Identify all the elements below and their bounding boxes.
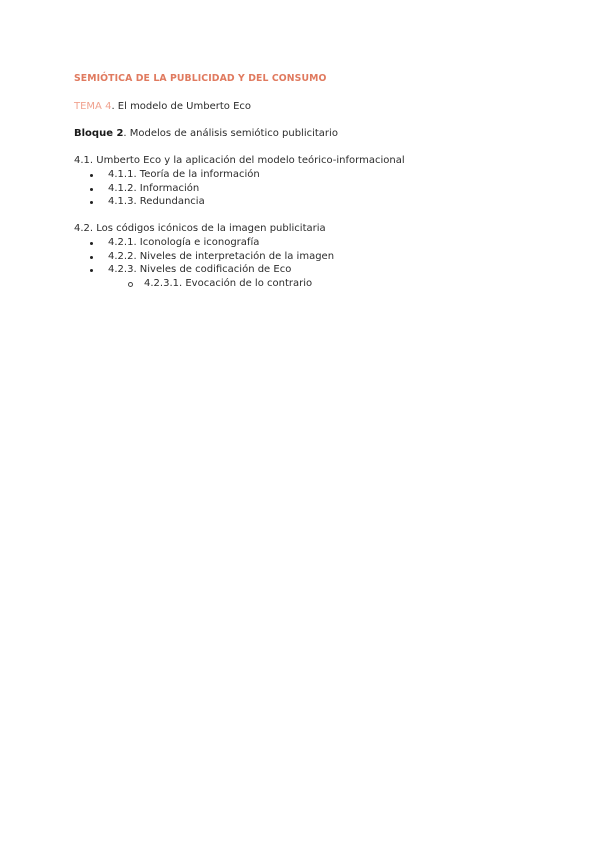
bullet-icon xyxy=(90,174,93,177)
bullet-icon xyxy=(90,188,93,191)
section-title: 4.2. Los códigos icónicos de la imagen publicitaria xyxy=(74,223,326,234)
list-item xyxy=(74,263,334,277)
section-title: 4.1. Umberto Eco y la aplicación del modelo teórico-informacional xyxy=(74,155,405,166)
document-title: SEMIÓTICA DE LA PUBLICIDAD Y DEL CONSUMO xyxy=(74,73,327,84)
section-list xyxy=(74,236,334,277)
block-label: Bloque 2 xyxy=(74,128,124,139)
bullet-icon xyxy=(90,242,93,245)
bullet-icon xyxy=(90,201,93,204)
list-item xyxy=(74,236,334,250)
section-list xyxy=(74,168,405,209)
list-item xyxy=(74,195,405,209)
section-4-2 xyxy=(74,222,334,290)
block-title: . Modelos de análisis semiótico publicitario xyxy=(123,128,338,139)
list-item-label: 4.1.3. Redundancia xyxy=(108,196,205,208)
bullet-icon xyxy=(90,269,93,272)
list-item xyxy=(74,168,405,182)
topic-line xyxy=(74,100,251,113)
section-4-1 xyxy=(74,154,405,209)
list-item xyxy=(74,182,405,196)
list-item xyxy=(74,250,334,264)
sub-list-item-label: 4.2.3.1. Evocación de lo contrario xyxy=(144,277,313,289)
list-item-label: 4.1.2. Información xyxy=(108,182,200,194)
sub-list xyxy=(74,277,334,291)
list-item-label: 4.2.2. Niveles de interpretación de la imagen xyxy=(108,250,335,262)
list-item-label: 4.2.3. Niveles de codificación de Eco xyxy=(108,264,292,276)
topic-title: . El modelo de Umberto Eco xyxy=(111,101,252,112)
bullet-icon xyxy=(90,256,93,259)
block-line xyxy=(74,127,338,140)
sub-list-item xyxy=(74,277,334,291)
circle-bullet-icon xyxy=(128,282,133,287)
list-item-label: 4.2.1. Iconología e iconografía xyxy=(108,237,260,248)
list-item-label: 4.1.1. Teoría de la información xyxy=(108,169,260,180)
topic-tag: TEMA 4 xyxy=(74,101,112,112)
